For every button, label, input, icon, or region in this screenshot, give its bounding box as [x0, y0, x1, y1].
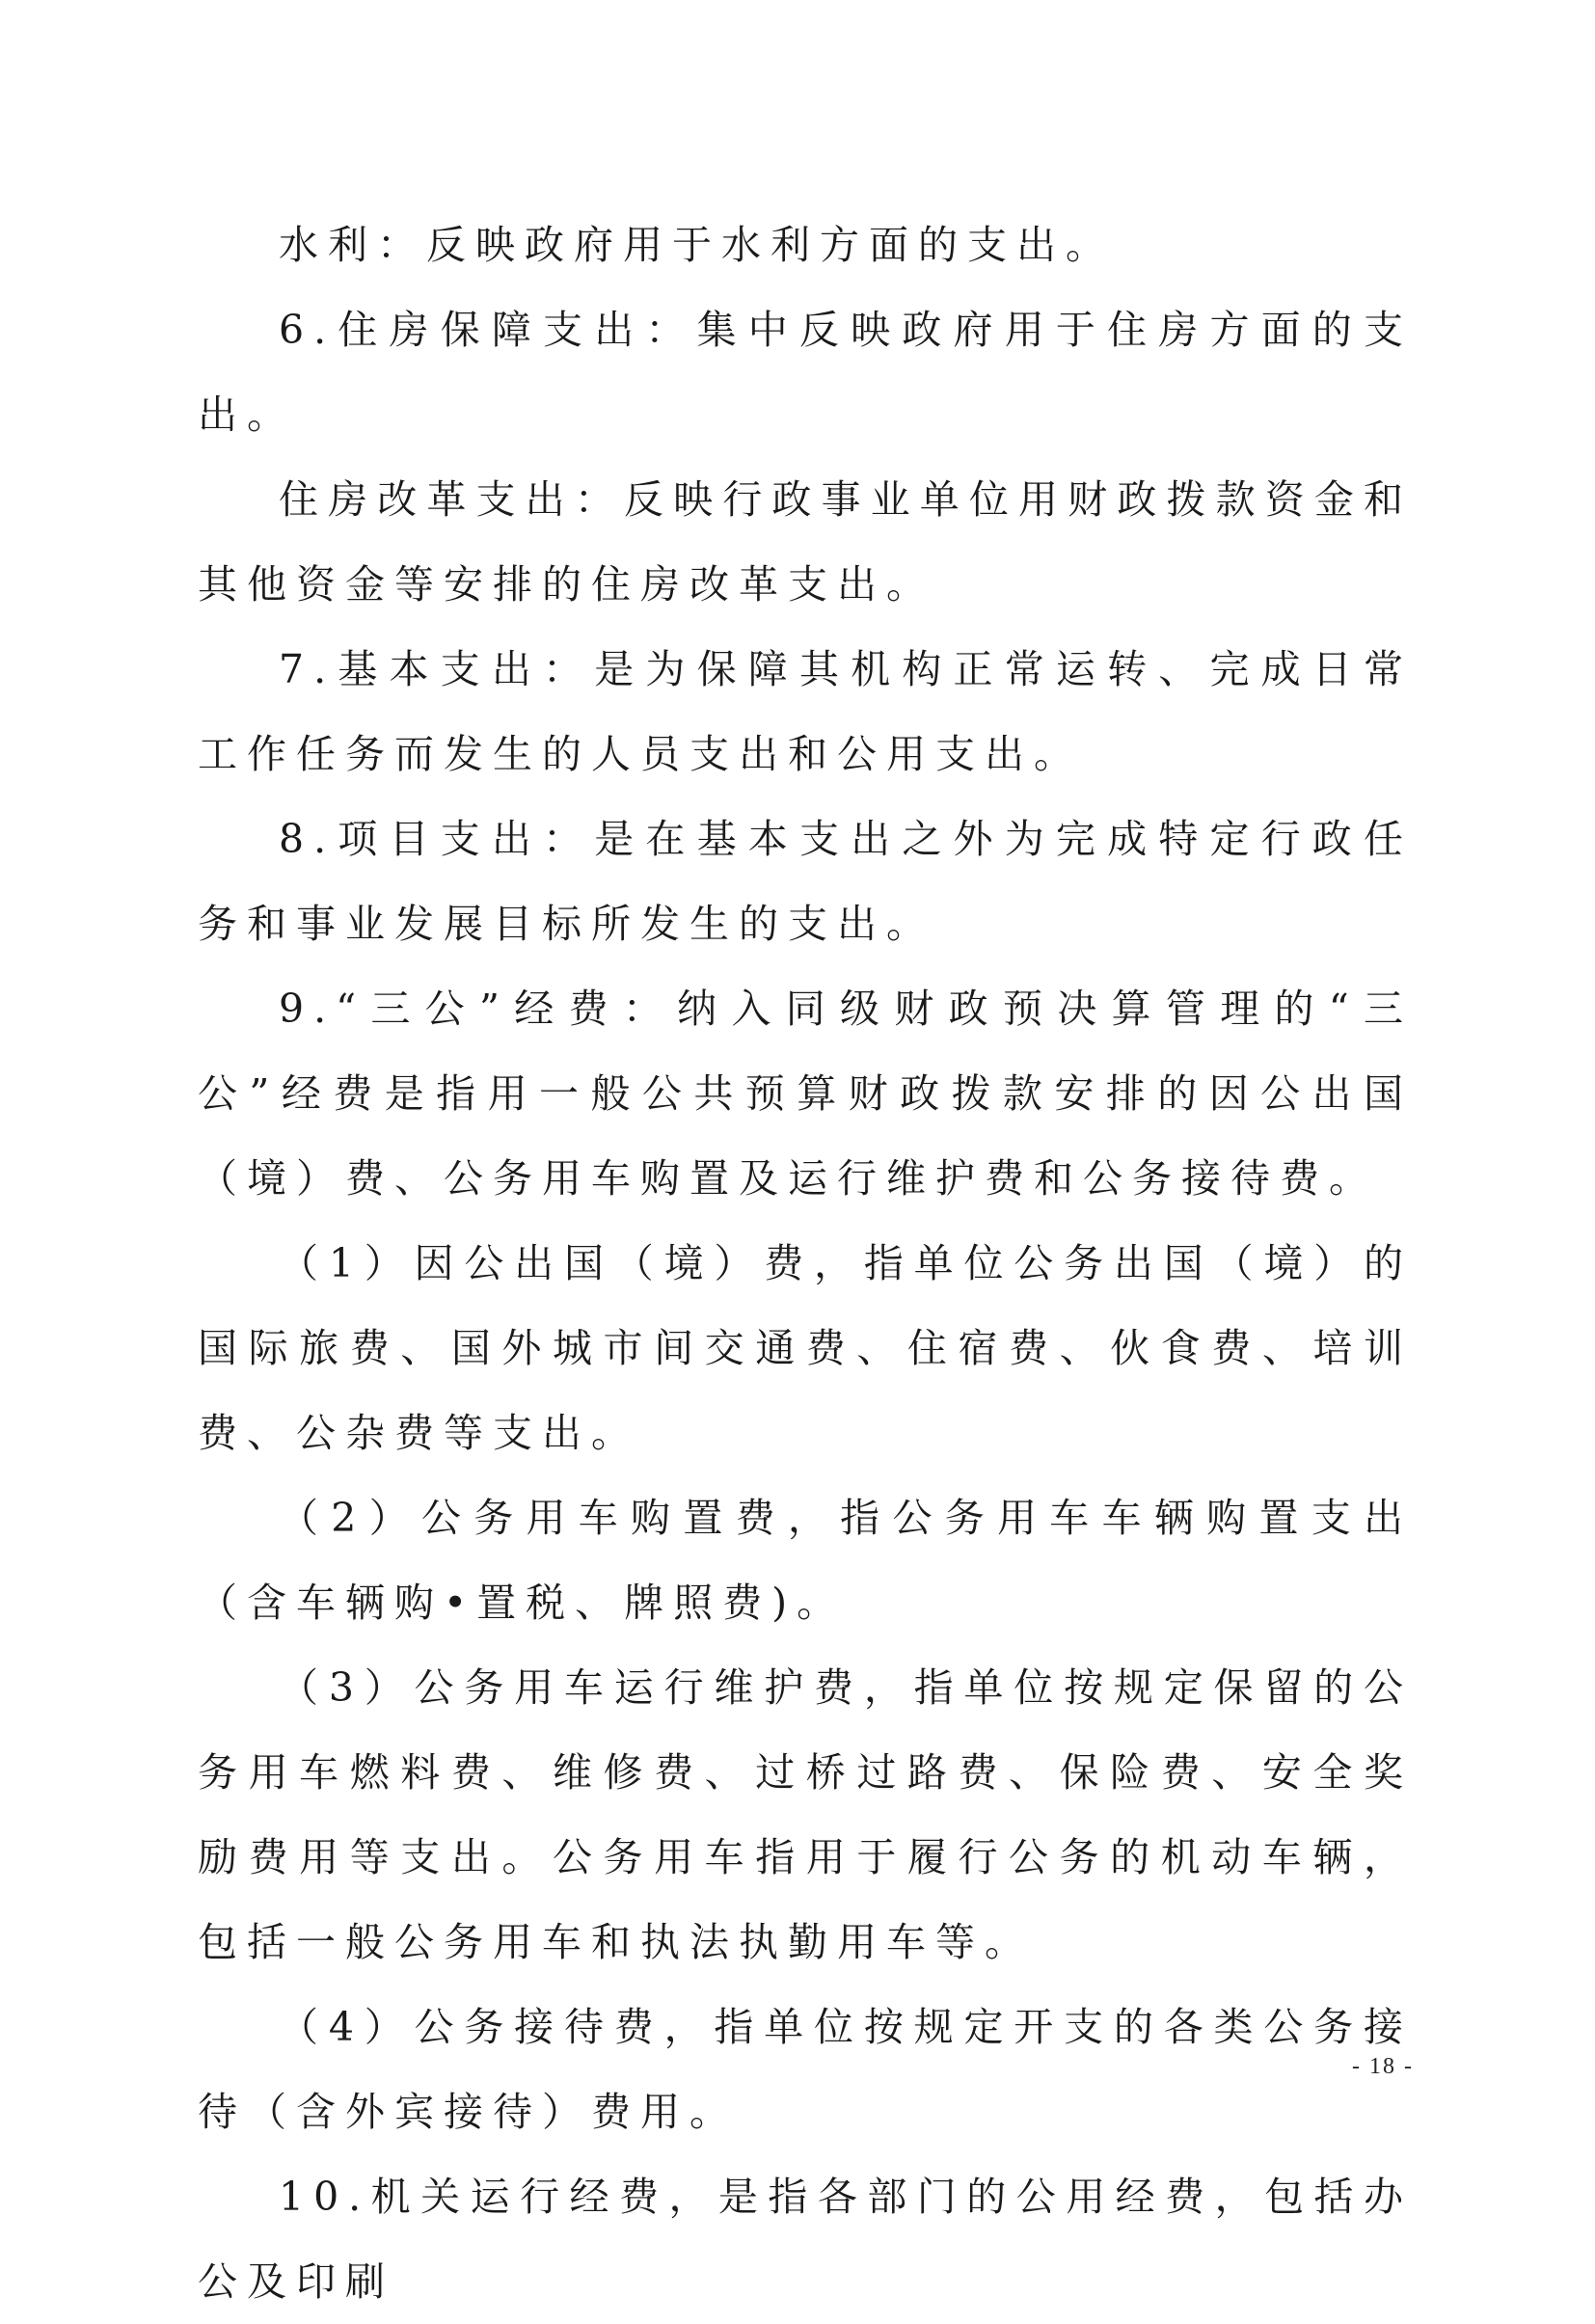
- paragraph-project-expenditure: 8.项目支出：是在基本支出之外为完成特定行政任务和事业发展目标所发生的支出。: [198, 816, 1413, 947]
- paragraph-housing-security: 6.住房保障支出：集中反映政府用于住房方面的支出。: [198, 307, 1413, 438]
- paragraph-vehicle-operation: （3）公务用车运行维护费，指单位按规定保留的公务用车燃料费、维修费、过桥过路费、保险费、安全奖励费用等支出。公务用车指用于履行公务的机动车辆，包括一般公务用车和执法执勤用车等。: [198, 1664, 1413, 1965]
- paragraph-basic-expenditure: 7.基本支出：是为保障其机构正常运转、完成日常工作任务而发生的人员支出和公用支出。: [198, 646, 1413, 777]
- page-number: - 18 -: [1352, 2054, 1414, 2079]
- paragraph-reception: （4）公务接待费，指单位按规定开支的各类公务接待（含外宾接待）费用。: [198, 2004, 1413, 2135]
- document-body: [198, 203, 1413, 2324]
- paragraph-overseas-travel: （1）因公出国（境）费，指单位公务出国（境）的国际旅费、国外城市间交通费、住宿费、伙食费、培训费、公杂费等支出。: [198, 1240, 1413, 1456]
- paragraph-agency-operation: 10.机关运行经费，是指各部门的公用经费，包括办公及印刷: [198, 2174, 1413, 2305]
- paragraph-three-public-funds: 9.“三公”经费：纳入同级财政预决算管理的“三公”经费是指用一般公共预算财政拨款安排的因公出国（境）费、公务用车购置及运行维护费和公务接待费。: [198, 986, 1413, 1202]
- paragraph-housing-reform: 住房改革支出：反映行政事业单位用财政拨款资金和其他资金等安排的住房改革支出。: [198, 476, 1413, 608]
- paragraph-water-conservancy: 水利：反映政府用于水利方面的支出。: [279, 222, 1115, 268]
- paragraph-vehicle-purchase: （2）公务用车购置费，指公务用车车辆购置支出（含车辆购•置税、牌照费)。: [198, 1495, 1413, 1626]
